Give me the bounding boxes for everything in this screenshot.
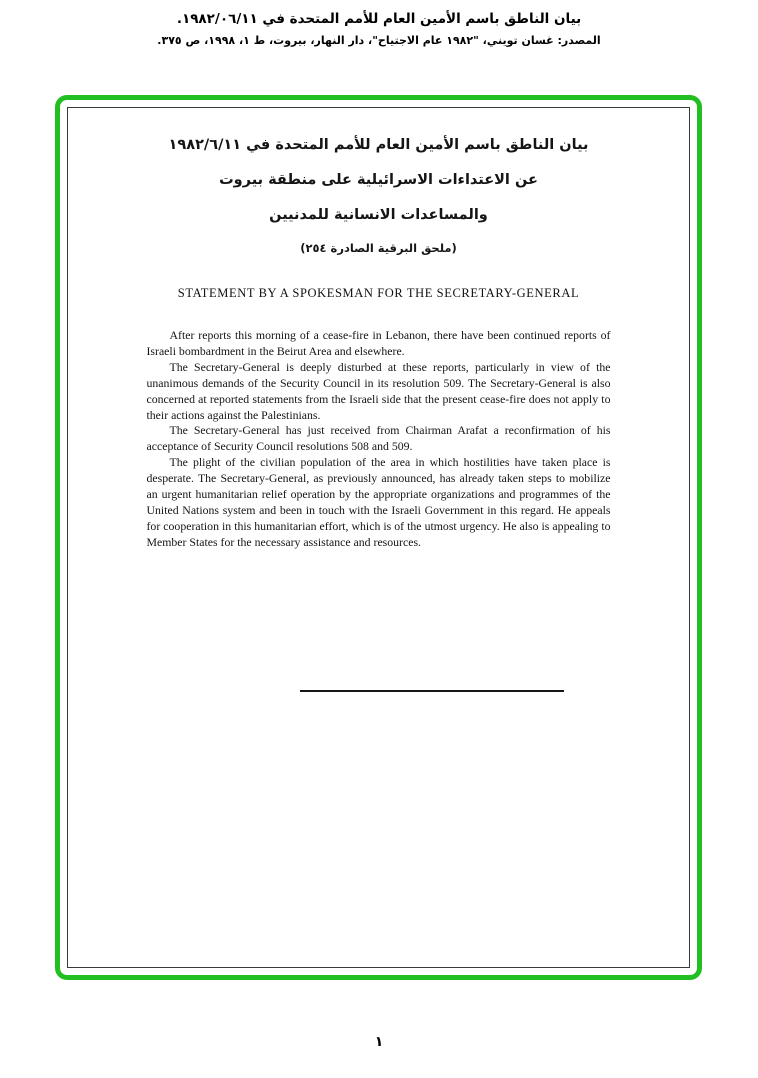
- doc-paragraph-4: The plight of the civilian population of the area in which hostilities have taken place is desperate. The Secretary-General, as previously announced, has already taken steps to mobilize an urgent humanitarian relief operation by the appropriate organizations and programmes of the United Nations system and been in touch with the Israeli Government in this regard. He appeals for cooperation in this humanitarian effort, which is of the utmost urgency. He also is appealing to Member States for the necessary assistance and resources.: [146, 455, 611, 549]
- doc-arabic-title-line3: والمساعدات الانسانية للمدنيين: [269, 207, 488, 223]
- doc-arabic-title-line1: بيان الناطق باسم الأمين العام للأمم المتحدة في ١٩٨٢/٦/١١: [168, 137, 589, 153]
- signature-rule: [300, 690, 564, 692]
- page-header-source: المصدر: غسان تويني، "١٩٨٢ عام الاجتياح"، دار النهار، بيروت، ط ١، ١٩٩٨، ص ٣٧٥.: [157, 34, 601, 47]
- document-page: [67, 107, 690, 968]
- doc-paragraph-2: The Secretary-General is deeply disturbed at these reports, particularly in view of the unanimous demands of the Security Council in its resolution 509. The Secretary-General is also concerned at reported statements from the Israeli side that the present cease-fire does not apply to their actions against the Palestinians.: [146, 359, 611, 422]
- doc-paragraph-3: The Secretary-General has just received from Chairman Arafat a reconfirmation of his acceptance of Security Council resolutions 508 and 509.: [146, 423, 611, 454]
- doc-paragraph-1: After reports this morning of a cease-fire in Lebanon, there have been continued reports of Israeli bombardment in the Beirut Area and elsewhere.: [146, 328, 611, 358]
- page-header: [0, 7, 758, 50]
- doc-arabic-title-line2: عن الاعتداءات الاسرائيلية على منطقة بيروت: [219, 172, 538, 188]
- document-frame: [55, 95, 702, 980]
- doc-english-heading: STATEMENT BY A SPOKESMAN FOR THE SECRETARY-GENERAL: [177, 286, 580, 300]
- page-number: ١: [374, 1034, 384, 1050]
- page-header-title: بيان الناطق باسم الأمين العام للأمم المتحدة في ١٩٨٢/٠٦/١١.: [176, 11, 582, 27]
- doc-body: [147, 328, 611, 551]
- doc-arabic-annex-note: (ملحق البرقية الصادرة ٢٥٤): [300, 241, 457, 255]
